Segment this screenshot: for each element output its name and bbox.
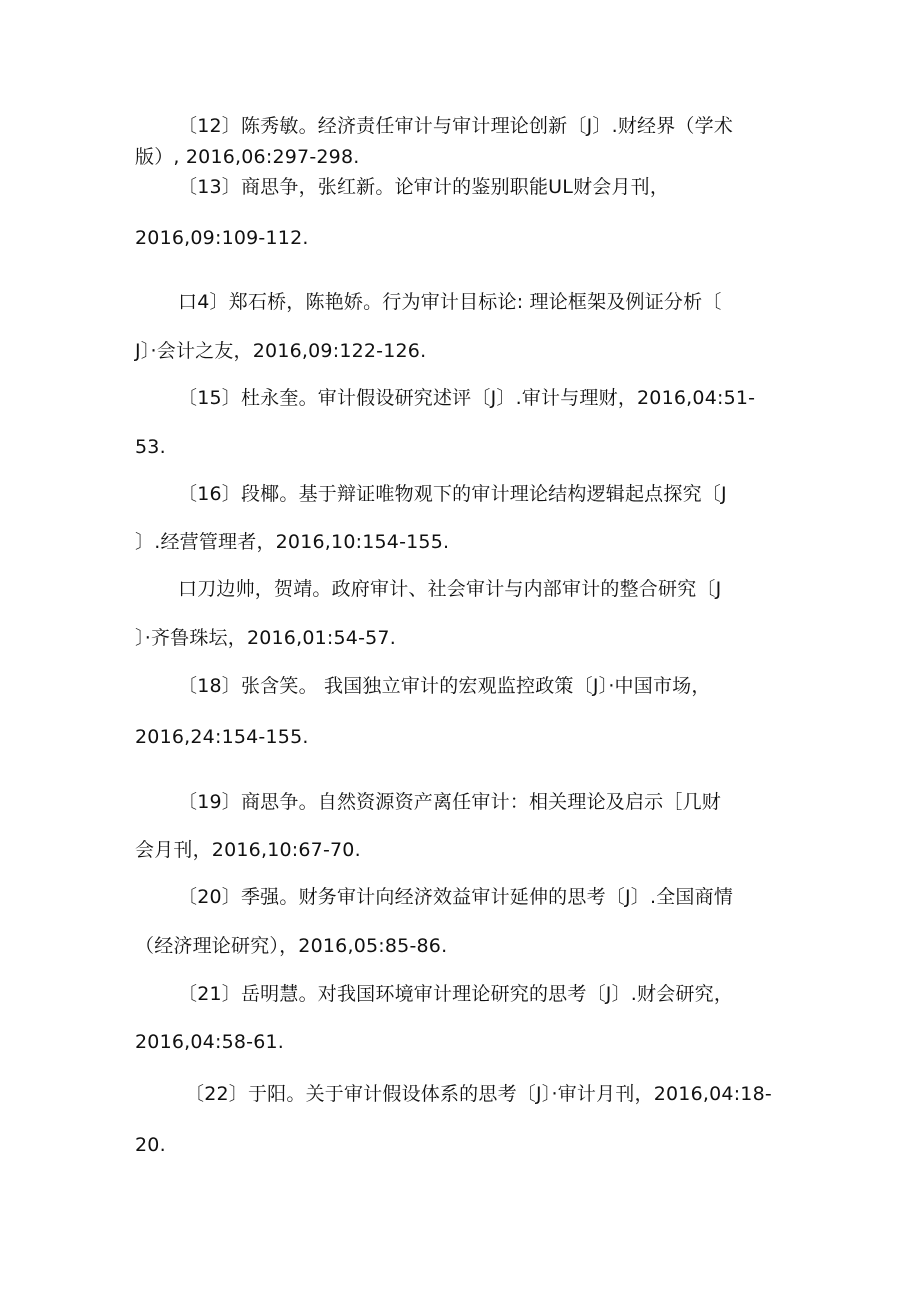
reference-20-line-2: （经济理论研究），2016,05:85-86. [135,935,448,957]
reference-22-line-2: 20. [135,1134,166,1156]
reference-14-line-2: J〕·会计之友，2016,09:122-126. [135,340,427,362]
reference-21-line-2: 2016,04:58-61. [135,1031,285,1053]
reference-17-line-2: 〕·齐鲁珠坛，2016,01:54-57. [135,627,396,649]
reference-16-line-1: 〔16〕段椰。基于辩证唯物观下的审计理论结构逻辑起点探究〔J [178,483,727,505]
reference-18-line-2: 2016,24:154-155. [135,726,309,748]
reference-14-line-1: 口4〕郑石桥，陈艳娇。行为审计目标论: 理论框架及例证分析〔 [178,291,722,313]
reference-19-line-1: 〔19〕商思争。自然资源资产离任审计：相关理论及启示［几财 [178,791,721,813]
reference-19-line-2: 会月刊，2016,10:67-70. [135,839,361,861]
reference-22-line-1: 〔22〕于阳。关于审计假设体系的思考〔J〕·审计月刊，2016,04:18- [185,1083,772,1105]
reference-12-line-1: 〔12〕陈秀敏。经济责任审计与审计理论创新〔J〕.财经界（学术 [178,115,734,137]
reference-17-line-1: 口刀边帅，贺靖。政府审计、社会审计与内部审计的整合研究〔J [178,578,722,600]
reference-12-line-2: 版）, 2016,06:297-298. [135,146,360,168]
reference-16-line-2: 〕.经营管理者，2016,10:154-155. [135,531,450,553]
reference-13-line-2: 2016,09:109-112. [135,227,309,249]
reference-21-line-1: 〔21〕岳明慧。对我国环境审计理论研究的思考〔J〕.财会研究， [178,983,734,1005]
reference-13-line-1: 〔13〕商思争，张红新。论审计的鉴别职能UL财会月刊， [178,176,670,198]
reference-15-line-2: 53. [135,436,166,458]
reference-15-line-1: 〔15〕杜永奎。审计假设研究述评〔J〕.审计与理财，2016,04:51- [178,387,756,409]
reference-18-line-1: 〔18〕张含笑。 我国独立审计的宏观监控政策〔J〕·中国市场， [178,675,711,697]
reference-20-line-1: 〔20〕季强。财务审计向经济效益审计延伸的思考〔J〕.全国商情 [178,886,734,908]
